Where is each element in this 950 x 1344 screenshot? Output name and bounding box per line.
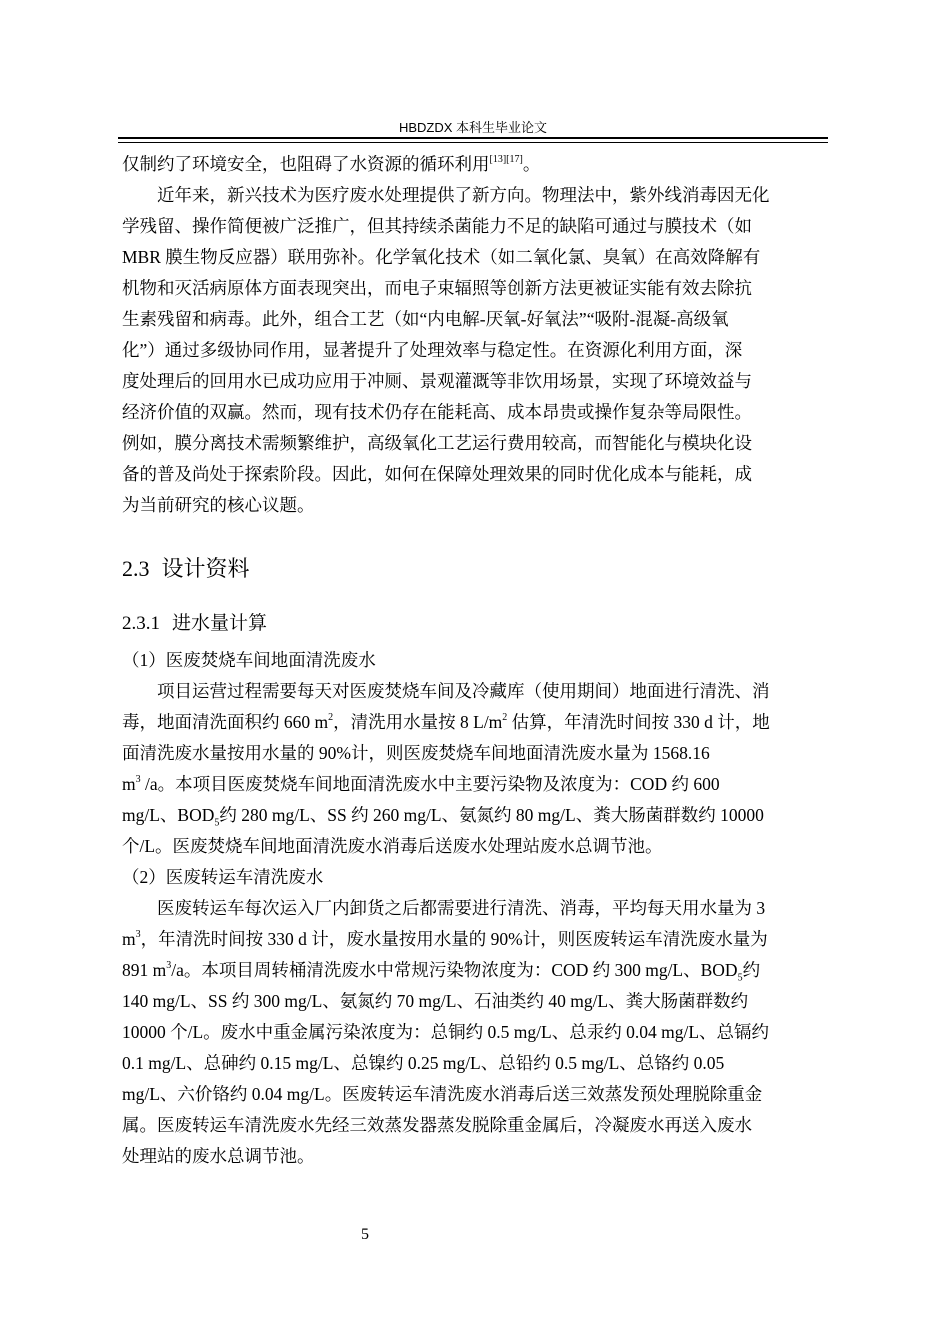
- paragraph-line: 为当前研究的核心议题。: [122, 495, 315, 515]
- paragraph-line: 项目运营过程需要每天对医废焚烧车间及冷藏库（使用期间）地面进行清洗、消: [157, 681, 770, 701]
- paragraph-line: mg/L、$BOD_5$约 280 mg/L、SS 约 260 mg/L、氨氮约 80 mg/L、粪大肠菌群数约 10000: [122, 805, 764, 829]
- subsection-heading: 2.3.1 进水量计算: [122, 613, 268, 634]
- header-rule-thick: [118, 137, 828, 139]
- paragraph-line: 属。医废转运车清洗废水先经三效蒸发器蒸发脱除重金属后，冷凝废水再送入废水: [122, 1115, 752, 1135]
- paragraph-line: 10000 个/L。废水中重金属污染浓度为：总铜约 0.5 mg/L、总汞约 0.04 mg/L、总镉约: [122, 1022, 770, 1042]
- paragraph-line: 经济价值的双赢。然而，现有技术仍存在能耗高、成本昂贵或操作复杂等局限性。: [122, 402, 752, 422]
- paragraph-line: 近年来，新兴技术为医疗废水处理提供了新方向。物理法中，紫外线消毒因无化: [157, 185, 770, 205]
- paragraph-line: 891 $m^3/a$。本项目周转桶清洗废水中常规污染物浓度为：COD 约 300 mg/L、$BOD_5$约: [122, 960, 761, 984]
- section-heading: 2.3 设计资料: [122, 556, 250, 581]
- paragraph-line: MBR 膜生物反应器）联用弥补。化学氧化技术（如二氧化氯、臭氧）在高效降解有: [122, 247, 761, 267]
- paragraph-line: 仅制约了环境安全，也阻碍了水资源的循环利用[13][17]。: [122, 154, 541, 174]
- item-title: （1）医废焚烧车间地面清洗废水: [122, 650, 376, 670]
- citation: [13][17]: [489, 154, 523, 166]
- paragraph-line: 个/L。医废焚烧车间地面清洗废水消毒后送废水处理站废水总调节池。: [122, 836, 663, 856]
- body-text: [122, 149, 828, 1172]
- item-title: （2）医废转运车清洗废水: [122, 867, 324, 887]
- paragraph-line: 毒，地面清洗面积约 660 $m^2$，清洗用水量按 8 $L/m^2$ 估算，年清洗时间按 330 d 计，地: [122, 712, 770, 732]
- item-transfer-vehicle-wastewater: [122, 862, 828, 1172]
- paragraph-line: 140 mg/L、SS 约 300 mg/L、氨氮约 70 mg/L、石油类约 40 mg/L、粪大肠菌群数约: [122, 991, 749, 1011]
- paragraph-line: 例如，膜分离技术需频繁维护，高级氧化工艺运行费用较高，而智能化与模块化设: [122, 433, 752, 453]
- paragraph-line: 0.1 mg/L、总砷约 0.15 mg/L、总镍约 0.25 mg/L、总铅约 0.5 mg/L、总铬约 0.05: [122, 1053, 725, 1073]
- paragraph-line: 处理站的废水总调节池。: [122, 1146, 315, 1166]
- paragraph-line: 生素残留和病毒。此外，组合工艺（如“内电解-厌氧-好氧法”“吸附-混凝-高级氧: [122, 309, 729, 329]
- item-incineration-wastewater: [122, 645, 828, 862]
- paragraph-line: 医废转运车每次运入厂内卸货之后都需要进行清洗、消毒，平均每天用水量为 3: [157, 898, 766, 918]
- paragraph-line: $m^3$ /a。本项目医废焚烧车间地面清洗废水中主要污染物及浓度为：COD 约 600: [122, 774, 720, 794]
- paragraph-line: 学残留、操作简便被广泛推广，但其持续杀菌能力不足的缺陷可通过与膜技术（如: [122, 216, 752, 236]
- paragraph-line: 机物和灭活病原体方面表现突出，而电子束辐照等创新方法更被证实能有效去除抗: [122, 278, 752, 298]
- paragraph-line: 化”）通过多级协同作用，显著提升了处理效率与稳定性。在资源化利用方面，深: [122, 340, 743, 360]
- running-header: HBDZDX 本科生毕业论文: [398, 120, 548, 135]
- header-rule-thin: [118, 142, 828, 143]
- page-number: 5: [361, 1226, 369, 1243]
- paragraph-line: 面清洗废水量按用水量的 90%计，则医废焚烧车间地面清洗废水量为 1568.16: [122, 743, 710, 763]
- paragraph-line: 备的普及尚处于探索阶段。因此，如何在保障处理效果的同时优化成本与能耗，成: [122, 464, 752, 484]
- paragraph-line: 度处理后的回用水已成功应用于冲厕、景观灌溉等非饮用场景，实现了环境效益与: [122, 371, 752, 391]
- paragraph-line: mg/L、六价铬约 0.04 mg/L。医废转运车清洗废水消毒后送三效蒸发预处理脱除重金: [122, 1084, 763, 1104]
- paragraph-emerging-tech: [122, 180, 828, 521]
- paragraph-line: $m^3$，年清洗时间按 330 d 计，废水量按用水量的 90%计，则医废转运车清洗废水量为: [122, 929, 768, 949]
